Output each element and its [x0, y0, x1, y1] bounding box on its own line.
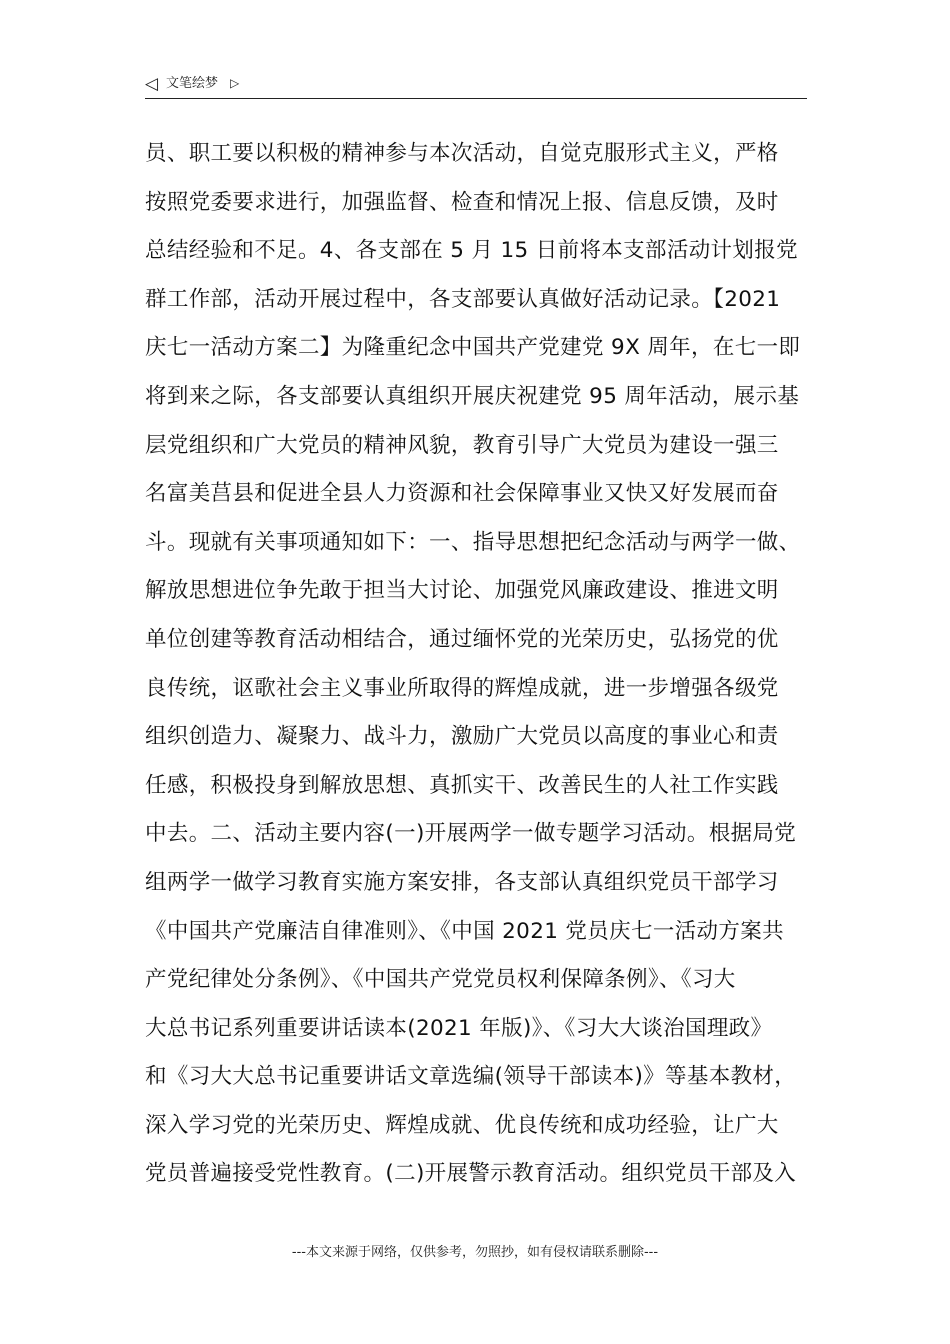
body-line: 任感，积极投身到解放思想、真抓实干、改善民生的人社工作实践 — [145, 772, 779, 798]
body-line: 良传统，讴歌社会主义事业所取得的辉煌成就，进一步增强各级党 — [145, 675, 779, 701]
body-line: 党员普遍接受党性教育。(二)开展警示教育活动。组织党员干部及入 — [145, 1161, 797, 1187]
body-line: 深入学习党的光荣历史、辉煌成就、优良传统和成功经验，让广大 — [145, 1112, 779, 1138]
body-line: 解放思想进位争先敢于担当大讨论、加强党风廉政建设、推进文明 — [145, 578, 779, 604]
body-line: 群工作部，活动开展过程中，各支部要认真做好活动记录。【2021 — [145, 286, 781, 312]
page-header — [145, 72, 807, 99]
body-line: 总结经验和不足。4、各支部在 5 月 15 日前将本支部活动计划报党 — [145, 238, 798, 264]
header-brand: 文笔绘梦 — [166, 76, 219, 91]
body-line: 组两学一做学习教育实施方案安排，各支部认真组织党员干部学习 — [145, 869, 779, 895]
body-line: 中去。二、活动主要内容(一)开展两学一做专题学习活动。根据局党 — [145, 821, 797, 847]
body-line: 组织创造力、凝聚力、战斗力，激励广大党员以高度的事业心和责 — [145, 724, 779, 750]
body-line: 层党组织和广大党员的精神风貌，教育引导广大党员为建设一强三 — [145, 432, 779, 458]
right-triangle-icon: ▷ — [230, 76, 240, 90]
body-line: 庆七一活动方案二】为隆重纪念中国共产党建党 9X 周年，在七一即 — [145, 335, 801, 361]
footer-disclaimer: ---本文来源于网络，仅供参考，勿照抄，如有侵权请联系删除--- — [291, 1245, 659, 1260]
body-line: 《中国共产党廉洁自律准则》、《中国 2021 党员庆七一活动方案共 — [145, 918, 784, 944]
body-line: 和《习大大总书记重要讲话文章选编(领导干部读本)》等基本教材， — [145, 1064, 797, 1090]
body-line: 将到来之际，各支部要认真组织开展庆祝建党 95 周年活动，展示基 — [145, 383, 800, 409]
body-line: 员、职工要以积极的精神参与本次活动，自觉克服形式主义，严格 — [145, 141, 779, 166]
body-line: 产党纪律处分条例》、《中国共产党党员权利保障条例》、《习大 — [145, 967, 736, 993]
body-line: 按照党委要求进行，加强监督、检查和情况上报、信息反馈，及时 — [145, 189, 779, 215]
body-line: 单位创建等教育活动相结合，通过缅怀党的光荣历史，弘扬党的优 — [145, 626, 779, 652]
body-line: 名富美莒县和促进全县人力资源和社会保障事业又快又好发展而奋 — [145, 481, 779, 507]
body-line: 斗。现就有关事项通知如下：一、指导思想把纪念活动与两学一做、 — [145, 529, 801, 555]
body-line: 大总书记系列重要讲话读本(2021 年版)》、《习大大谈治国理政》 — [145, 1015, 773, 1041]
document-body — [145, 130, 815, 1199]
left-triangle-icon: ◁ — [145, 74, 159, 94]
